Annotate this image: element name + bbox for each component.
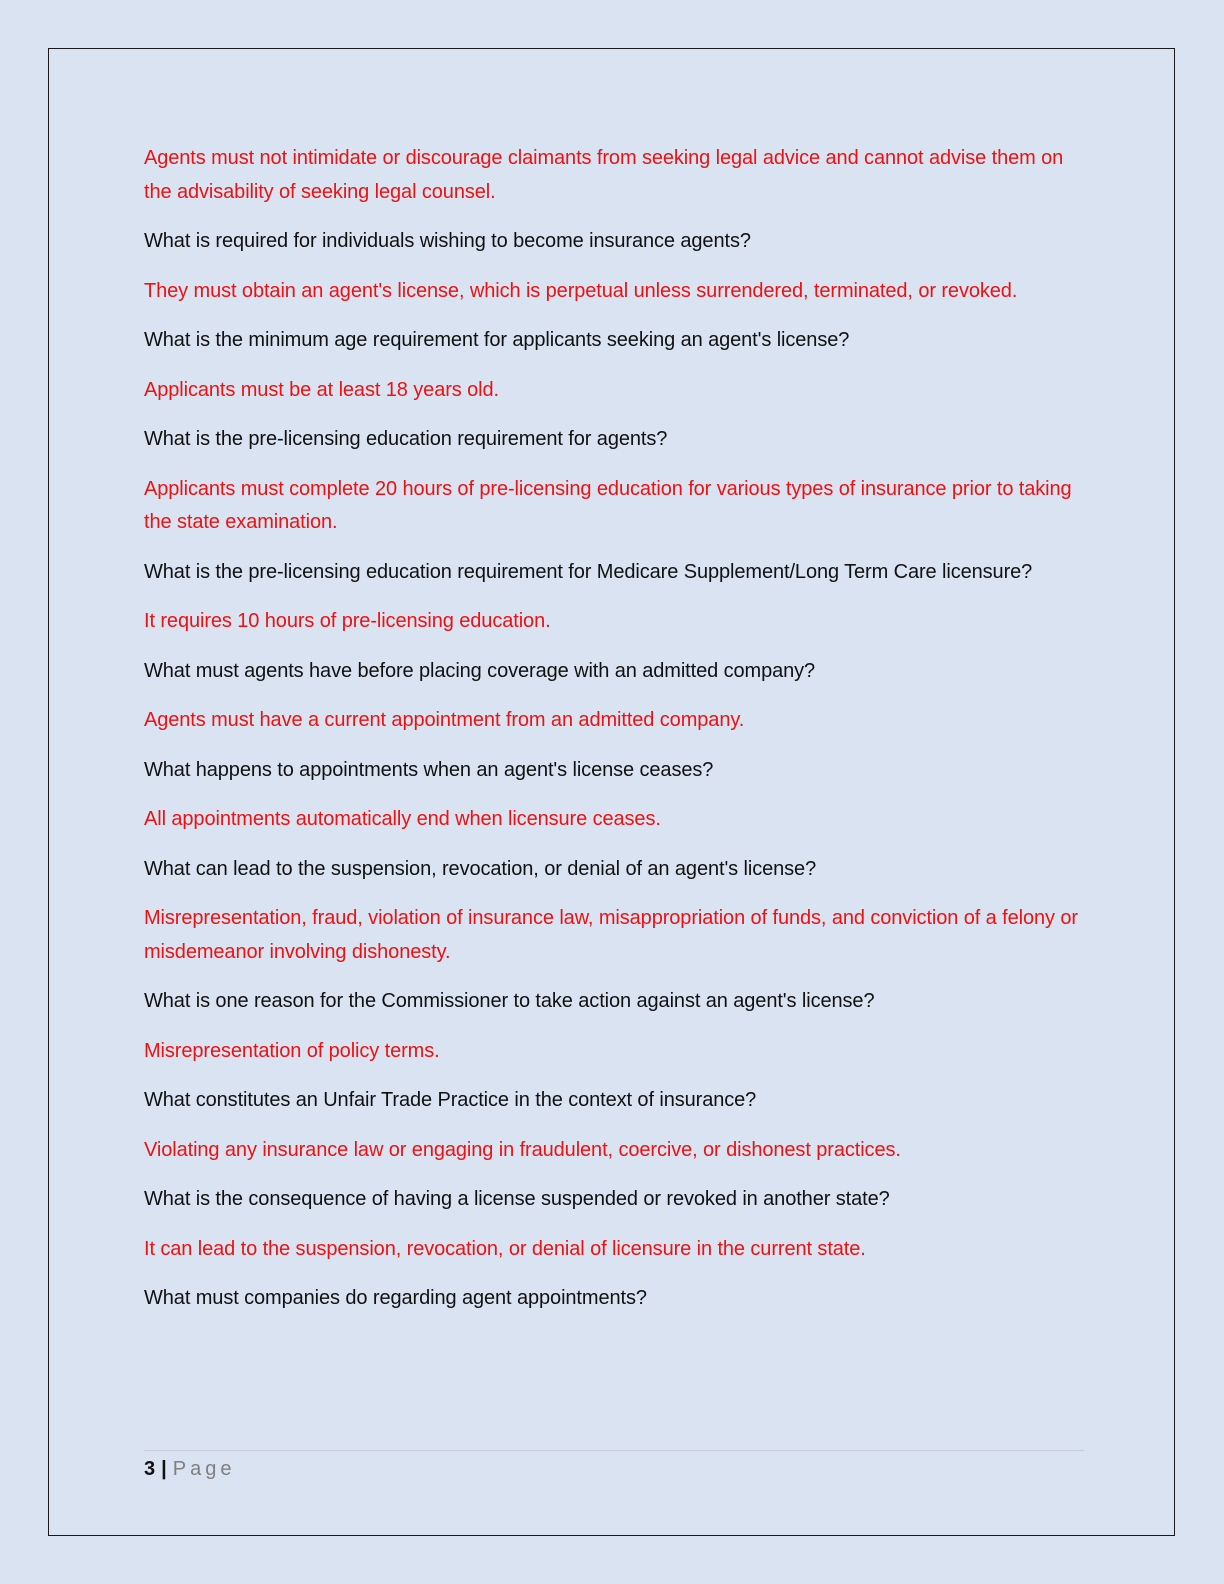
footer-divider bbox=[144, 1450, 1084, 1451]
document-body bbox=[144, 142, 1084, 1332]
answer-paragraph: Agents must have a current appointment from an admitted company. bbox=[144, 709, 745, 731]
page-number: 3 bbox=[144, 1458, 156, 1480]
question-paragraph: What must agents have before placing coverage with an admitted company? bbox=[144, 659, 816, 682]
question-paragraph: What is the pre-licensing education requirement for agents? bbox=[144, 428, 668, 450]
question-paragraph: What is the consequence of having a license suspended or revoked in another state? bbox=[144, 1188, 890, 1210]
question-paragraph: What is the pre-licensing education requirement for Medicare Supplement/Long Term Care licensure? bbox=[144, 560, 1033, 583]
answer-paragraph: Applicants must complete 20 hours of pre-licensing education for various types of insurance prior to taking the state examination. bbox=[144, 477, 1072, 533]
question-paragraph: What happens to appointments when an agent's license ceases? bbox=[144, 758, 714, 781]
question-paragraph: What is the minimum age requirement for applicants seeking an agent's license? bbox=[144, 329, 850, 351]
footer-separator: | bbox=[161, 1458, 167, 1480]
question-paragraph: What is required for individuals wishing to become insurance agents? bbox=[144, 230, 751, 252]
answer-paragraph: It requires 10 hours of pre-licensing education. bbox=[144, 610, 551, 632]
question-paragraph: What is one reason for the Commissioner to take action against an agent's license? bbox=[144, 990, 875, 1012]
answer-paragraph: They must obtain an agent's license, which is perpetual unless surrendered, terminated, or revoked. bbox=[144, 279, 1018, 302]
answer-paragraph: It can lead to the suspension, revocation, or denial of licensure in the current state. bbox=[144, 1237, 866, 1260]
question-paragraph: What constitutes an Unfair Trade Practice in the context of insurance? bbox=[144, 1089, 757, 1111]
page-footer bbox=[144, 1455, 235, 1483]
answer-paragraph: Applicants must be at least 18 years old. bbox=[144, 378, 499, 401]
answer-paragraph: Agents must not intimidate or discourage claimants from seeking legal advice and cannot advise them on the advisability of seeking legal counsel. bbox=[144, 147, 1064, 203]
page-label: Page bbox=[172, 1458, 236, 1480]
answer-paragraph: Misrepresentation of policy terms. bbox=[144, 1039, 440, 1062]
answer-paragraph: All appointments automatically end when licensure ceases. bbox=[144, 808, 661, 830]
answer-paragraph: Violating any insurance law or engaging in fraudulent, coercive, or dishonest practices. bbox=[144, 1138, 901, 1161]
answer-paragraph: Misrepresentation, fraud, violation of insurance law, misappropriation of funds, and conviction of a felony or misdemeanor involving dishonesty. bbox=[144, 907, 1078, 963]
question-paragraph: What can lead to the suspension, revocation, or denial of an agent's license? bbox=[144, 857, 817, 880]
question-paragraph: What must companies do regarding agent appointments? bbox=[144, 1287, 647, 1309]
